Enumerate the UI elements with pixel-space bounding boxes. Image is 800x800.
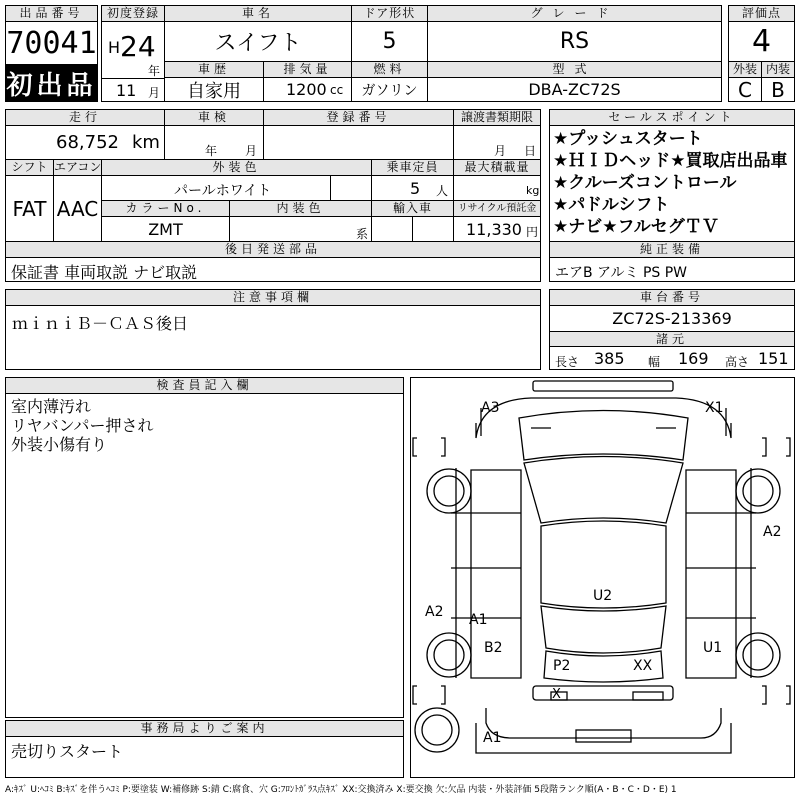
damage-diagram <box>410 377 795 778</box>
exterior-color-header: 外装色 <box>101 159 372 176</box>
length-value: 385 <box>594 349 625 368</box>
capacity-header: 乗車定員 <box>371 159 454 176</box>
capacity: 5 <box>410 179 421 198</box>
notes: ｍｉｎｉＢ－ＣＡＳ後日 <box>12 314 189 333</box>
exterior-grade: C <box>728 77 762 102</box>
car-diagram-svg <box>411 378 796 779</box>
lot-number-header: 出品番号 <box>5 5 98 22</box>
recycle-unit: 円 <box>526 225 539 239</box>
transfer-deadline-header: 譲渡書類期限 <box>453 109 541 126</box>
selling-points-cell <box>549 125 795 242</box>
displacement-unit: cc <box>330 83 344 97</box>
first-registration-month-cell <box>101 78 165 102</box>
transfer-month-unit: 月 <box>494 144 507 158</box>
damage-mark-p2: P2 <box>553 658 571 674</box>
damage-mark-x1: X1 <box>705 400 724 416</box>
later-parts-cell <box>5 257 541 282</box>
history: 自家用 <box>164 77 264 102</box>
damage-mark-b2: B2 <box>484 640 503 656</box>
max-load-header: 最大積載量 <box>453 159 541 176</box>
mileage-unit: km <box>132 132 160 153</box>
displacement-header: 排気量 <box>263 61 352 78</box>
registration-month: 11 <box>116 81 137 100</box>
height-value: 151 <box>758 349 789 368</box>
interior-color-unit: 系 <box>356 227 369 241</box>
dimensions-cell <box>549 346 795 370</box>
dimensions-header: 諸元 <box>549 331 795 347</box>
aircon-header: エアコン <box>54 160 102 174</box>
office-cell <box>5 736 404 778</box>
max-load-cell <box>453 175 541 201</box>
grade-header: グレード <box>427 5 722 22</box>
legend-footer: A:ｷｽﾞ U:ﾍｺﾐ B:ｷｽﾞを伴うﾍｺﾐ P:要塗装 W:補修跡 S:錆 C:腐食、穴 G:ﾌﾛﾝﾄｶﾞﾗｽ点ｷｽﾞ XX:交換済み X:要交換 欠:欠品 内装・外装評価 5段階ランク順(A・B・C・D・E) 1 <box>5 785 677 795</box>
office-note: 売切りスタート <box>11 742 124 761</box>
office-header: 事務局よりご案内 <box>5 720 404 737</box>
month-unit: 月 <box>148 86 161 100</box>
damage-mark-a3: A3 <box>481 400 500 416</box>
interior-color-header: 内装色 <box>229 200 372 217</box>
model: DBA-ZC72S <box>427 77 722 102</box>
selling-point-line: ★パドルシフト <box>553 195 670 215</box>
shift: FAT <box>5 175 54 242</box>
inspector-note: リヤバンパー押され <box>11 416 154 435</box>
selling-point-line: ★ナビ★フルセグＴＶ <box>553 217 719 237</box>
notes-cell <box>5 305 541 370</box>
era-letter: H <box>108 38 121 57</box>
plate-header: 登録番号 <box>263 109 454 126</box>
recycle-amount: 11,330 <box>466 220 522 239</box>
exterior-color-cell <box>101 175 331 201</box>
shift-header: シフト <box>5 159 54 176</box>
damage-mark-x-rear: X <box>552 687 561 702</box>
fuel: ガソリン <box>351 77 428 102</box>
first-listing-badge: 初出品 <box>5 64 98 102</box>
import-header: 輸入車 <box>371 200 454 217</box>
width-label: 幅 <box>648 355 661 369</box>
displacement-cell <box>263 77 352 102</box>
aircon: AAC <box>53 175 102 242</box>
model-header: 型式 <box>427 61 722 78</box>
inspection-month-unit: 月 <box>245 144 258 158</box>
inspection-header: 車検 <box>164 109 264 126</box>
plate-cell <box>263 125 454 160</box>
capacity-cell <box>371 175 454 201</box>
car-name-header: 車名 <box>164 5 352 22</box>
score: 4 <box>728 21 795 62</box>
width-value: 169 <box>678 349 709 368</box>
interior-grade: B <box>761 77 795 102</box>
inspector-note: 外装小傷有り <box>11 435 108 454</box>
recycle-cell <box>453 216 541 242</box>
genuine-equipment-cell <box>549 257 795 282</box>
capacity-unit: 人 <box>436 184 449 198</box>
inspection-year-unit: 年 <box>205 144 218 158</box>
chassis-number: ZC72S-213369 <box>549 305 795 332</box>
inspector-header: 検査員記入欄 <box>5 377 404 394</box>
max-load-unit: kg <box>526 184 540 197</box>
chassis-number-header: 車台番号 <box>549 289 795 306</box>
damage-mark-a1-bottom: A1 <box>483 730 502 746</box>
inspector-cell <box>5 393 404 718</box>
height-label: 高さ <box>725 355 750 369</box>
recycle-header: リサイクル預託金 <box>453 200 541 217</box>
damage-mark-a1-left: A1 <box>469 612 488 628</box>
exterior-grade-header: 外装 <box>728 61 762 78</box>
genuine-equipment: エアB アルミ PS PW <box>555 265 688 281</box>
selling-point-line: ★クルーズコントロール <box>553 173 737 193</box>
inspector-note: 室内薄汚れ <box>11 397 92 416</box>
damage-mark-xx: XX <box>633 658 653 674</box>
damage-mark-u2: U2 <box>593 588 613 604</box>
interior-color-cell <box>229 216 372 242</box>
selling-point-line: ★プッシュスタート <box>553 129 703 149</box>
lot-number: 70041 <box>5 21 98 65</box>
damage-mark-a2-right: A2 <box>763 524 782 540</box>
selling-points-header: セールスポイント <box>549 109 795 126</box>
car-name: スイフト <box>164 21 352 62</box>
color-no: ZMT <box>101 216 230 242</box>
mileage-cell <box>5 125 165 160</box>
exterior-color: パールホワイト <box>174 183 272 199</box>
year-unit: 年 <box>148 64 161 78</box>
door-count: 5 <box>351 21 428 62</box>
notes-header: 注意事項欄 <box>5 289 541 306</box>
color-no-header: カラーNo. <box>101 200 230 217</box>
exterior-color-code-cell <box>330 175 372 201</box>
genuine-equipment-header: 純正装備 <box>549 241 795 258</box>
first-registration-header: 初度登録 <box>101 5 165 22</box>
registration-year: 24 <box>120 30 156 63</box>
mileage: 68,752 <box>56 132 119 153</box>
mileage-header: 走行 <box>5 109 165 126</box>
grade: RS <box>427 21 722 62</box>
displacement: 1200 <box>286 80 327 99</box>
history-header: 車歴 <box>164 61 264 78</box>
inspection-cell <box>164 125 264 160</box>
later-parts: 保証書 車両取説 ナビ取説 <box>11 263 198 282</box>
door-type-header: ドア形状 <box>351 5 428 22</box>
score-header: 評価点 <box>728 5 795 22</box>
first-registration-year-cell <box>101 21 165 79</box>
transfer-day-unit: 日 <box>524 144 537 158</box>
transfer-deadline-cell <box>453 125 541 160</box>
length-label: 長さ <box>555 355 580 369</box>
import-cell-b <box>412 216 454 242</box>
selling-point-line: ★ＨＩＤヘッド★買取店出品車 <box>553 151 788 171</box>
fuel-header: 燃料 <box>351 61 428 78</box>
interior-grade-header: 内装 <box>761 61 795 78</box>
damage-mark-u1: U1 <box>703 640 723 656</box>
import-cell-a <box>371 216 413 242</box>
later-parts-header: 後日発送部品 <box>5 241 541 258</box>
damage-mark-a2-left: A2 <box>425 604 444 620</box>
